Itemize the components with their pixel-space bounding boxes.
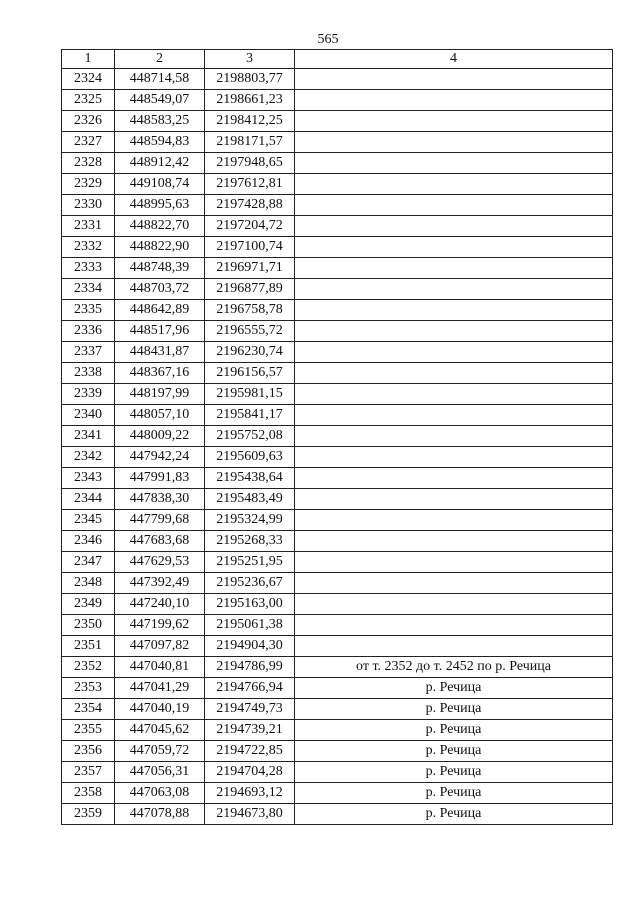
y-coordinate-cell: 2197428,88 bbox=[205, 195, 295, 216]
x-coordinate-cell: 448431,87 bbox=[115, 342, 205, 363]
y-coordinate-cell: 2194786,99 bbox=[205, 657, 295, 678]
x-coordinate-cell: 448517,96 bbox=[115, 321, 205, 342]
x-coordinate-cell: 447097,82 bbox=[115, 636, 205, 657]
description-cell bbox=[295, 342, 613, 363]
point-number-cell: 2324 bbox=[62, 69, 115, 90]
point-number-cell: 2331 bbox=[62, 216, 115, 237]
point-number-cell: 2325 bbox=[62, 90, 115, 111]
description-cell: р. Речица bbox=[295, 678, 613, 699]
point-number-cell: 2334 bbox=[62, 279, 115, 300]
description-cell bbox=[295, 132, 613, 153]
y-coordinate-cell: 2195061,38 bbox=[205, 615, 295, 636]
y-coordinate-cell: 2195251,95 bbox=[205, 552, 295, 573]
description-cell: р. Речица bbox=[295, 741, 613, 762]
table-row bbox=[62, 762, 613, 783]
point-number-cell: 2329 bbox=[62, 174, 115, 195]
x-coordinate-cell: 447991,83 bbox=[115, 468, 205, 489]
x-coordinate-cell: 448197,99 bbox=[115, 384, 205, 405]
point-number-cell: 2339 bbox=[62, 384, 115, 405]
table-row bbox=[62, 153, 613, 174]
header-col-1: 1 bbox=[62, 50, 115, 69]
y-coordinate-cell: 2198412,25 bbox=[205, 111, 295, 132]
point-number-cell: 2348 bbox=[62, 573, 115, 594]
description-cell bbox=[295, 573, 613, 594]
point-number-cell: 2347 bbox=[62, 552, 115, 573]
y-coordinate-cell: 2196230,74 bbox=[205, 342, 295, 363]
point-number-cell: 2342 bbox=[62, 447, 115, 468]
y-coordinate-cell: 2195268,33 bbox=[205, 531, 295, 552]
x-coordinate-cell: 448009,22 bbox=[115, 426, 205, 447]
point-number-cell: 2352 bbox=[62, 657, 115, 678]
y-coordinate-cell: 2197204,72 bbox=[205, 216, 295, 237]
point-number-cell: 2349 bbox=[62, 594, 115, 615]
table-row bbox=[62, 510, 613, 531]
table-row bbox=[62, 531, 613, 552]
table-row bbox=[62, 405, 613, 426]
y-coordinate-cell: 2198803,77 bbox=[205, 69, 295, 90]
y-coordinate-cell: 2194739,21 bbox=[205, 720, 295, 741]
point-number-cell: 2343 bbox=[62, 468, 115, 489]
y-coordinate-cell: 2195324,99 bbox=[205, 510, 295, 531]
description-cell: р. Речица bbox=[295, 762, 613, 783]
table-row bbox=[62, 636, 613, 657]
y-coordinate-cell: 2195236,67 bbox=[205, 573, 295, 594]
description-cell bbox=[295, 237, 613, 258]
x-coordinate-cell: 447629,53 bbox=[115, 552, 205, 573]
description-cell bbox=[295, 279, 613, 300]
table-row bbox=[62, 237, 613, 258]
x-coordinate-cell: 448642,89 bbox=[115, 300, 205, 321]
header-col-2: 2 bbox=[115, 50, 205, 69]
description-cell bbox=[295, 174, 613, 195]
table-row bbox=[62, 279, 613, 300]
table-row bbox=[62, 363, 613, 384]
coordinates-table bbox=[61, 49, 613, 825]
description-cell bbox=[295, 69, 613, 90]
x-coordinate-cell: 447799,68 bbox=[115, 510, 205, 531]
x-coordinate-cell: 448549,07 bbox=[115, 90, 205, 111]
description-cell bbox=[295, 363, 613, 384]
point-number-cell: 2328 bbox=[62, 153, 115, 174]
table-row bbox=[62, 489, 613, 510]
x-coordinate-cell: 447199,62 bbox=[115, 615, 205, 636]
y-coordinate-cell: 2195438,64 bbox=[205, 468, 295, 489]
description-cell bbox=[295, 153, 613, 174]
x-coordinate-cell: 447838,30 bbox=[115, 489, 205, 510]
table-row bbox=[62, 300, 613, 321]
description-cell bbox=[295, 321, 613, 342]
x-coordinate-cell: 448594,83 bbox=[115, 132, 205, 153]
description-cell: р. Речица bbox=[295, 720, 613, 741]
point-number-cell: 2330 bbox=[62, 195, 115, 216]
page-number: 565 bbox=[317, 32, 339, 47]
x-coordinate-cell: 448703,72 bbox=[115, 279, 205, 300]
x-coordinate-cell: 449108,74 bbox=[115, 174, 205, 195]
table-row bbox=[62, 447, 613, 468]
table-body bbox=[62, 69, 613, 825]
point-number-cell: 2337 bbox=[62, 342, 115, 363]
y-coordinate-cell: 2196156,57 bbox=[205, 363, 295, 384]
description-cell bbox=[295, 111, 613, 132]
table-row bbox=[62, 69, 613, 90]
y-coordinate-cell: 2197100,74 bbox=[205, 237, 295, 258]
x-coordinate-cell: 448367,16 bbox=[115, 363, 205, 384]
x-coordinate-cell: 448057,10 bbox=[115, 405, 205, 426]
table-row bbox=[62, 741, 613, 762]
description-cell: р. Речица bbox=[295, 804, 613, 825]
description-cell bbox=[295, 552, 613, 573]
header-col-3: 3 bbox=[205, 50, 295, 69]
x-coordinate-cell: 447041,29 bbox=[115, 678, 205, 699]
table-row bbox=[62, 720, 613, 741]
header-row bbox=[62, 50, 613, 69]
description-cell bbox=[295, 510, 613, 531]
table-row bbox=[62, 699, 613, 720]
point-number-cell: 2335 bbox=[62, 300, 115, 321]
x-coordinate-cell: 448748,39 bbox=[115, 258, 205, 279]
table-row bbox=[62, 342, 613, 363]
y-coordinate-cell: 2194749,73 bbox=[205, 699, 295, 720]
description-cell: от т. 2352 до т. 2452 по р. Речица bbox=[295, 657, 613, 678]
table-row bbox=[62, 174, 613, 195]
point-number-cell: 2359 bbox=[62, 804, 115, 825]
y-coordinate-cell: 2194693,12 bbox=[205, 783, 295, 804]
x-coordinate-cell: 448822,90 bbox=[115, 237, 205, 258]
y-coordinate-cell: 2196971,71 bbox=[205, 258, 295, 279]
description-cell bbox=[295, 426, 613, 447]
table-row bbox=[62, 657, 613, 678]
x-coordinate-cell: 447040,19 bbox=[115, 699, 205, 720]
x-coordinate-cell: 448714,58 bbox=[115, 69, 205, 90]
x-coordinate-cell: 447059,72 bbox=[115, 741, 205, 762]
x-coordinate-cell: 447063,08 bbox=[115, 783, 205, 804]
point-number-cell: 2338 bbox=[62, 363, 115, 384]
point-number-cell: 2354 bbox=[62, 699, 115, 720]
x-coordinate-cell: 448583,25 bbox=[115, 111, 205, 132]
description-cell bbox=[295, 90, 613, 111]
x-coordinate-cell: 447078,88 bbox=[115, 804, 205, 825]
table-row bbox=[62, 804, 613, 825]
description-cell: р. Речица bbox=[295, 783, 613, 804]
table-row bbox=[62, 783, 613, 804]
description-cell bbox=[295, 489, 613, 510]
description-cell bbox=[295, 636, 613, 657]
y-coordinate-cell: 2196555,72 bbox=[205, 321, 295, 342]
table-row bbox=[62, 468, 613, 489]
y-coordinate-cell: 2194904,30 bbox=[205, 636, 295, 657]
point-number-cell: 2351 bbox=[62, 636, 115, 657]
table-row bbox=[62, 216, 613, 237]
y-coordinate-cell: 2198661,23 bbox=[205, 90, 295, 111]
description-cell bbox=[295, 405, 613, 426]
table-row bbox=[62, 195, 613, 216]
table-row bbox=[62, 594, 613, 615]
x-coordinate-cell: 447045,62 bbox=[115, 720, 205, 741]
y-coordinate-cell: 2197948,65 bbox=[205, 153, 295, 174]
header-col-4: 4 bbox=[295, 50, 613, 69]
description-cell bbox=[295, 468, 613, 489]
table-row bbox=[62, 384, 613, 405]
point-number-cell: 2358 bbox=[62, 783, 115, 804]
table-row bbox=[62, 573, 613, 594]
x-coordinate-cell: 448822,70 bbox=[115, 216, 205, 237]
description-cell bbox=[295, 447, 613, 468]
point-number-cell: 2340 bbox=[62, 405, 115, 426]
table-row bbox=[62, 132, 613, 153]
table-row bbox=[62, 426, 613, 447]
y-coordinate-cell: 2194766,94 bbox=[205, 678, 295, 699]
point-number-cell: 2346 bbox=[62, 531, 115, 552]
x-coordinate-cell: 447240,10 bbox=[115, 594, 205, 615]
x-coordinate-cell: 448912,42 bbox=[115, 153, 205, 174]
table-row bbox=[62, 678, 613, 699]
table-row bbox=[62, 111, 613, 132]
y-coordinate-cell: 2195981,15 bbox=[205, 384, 295, 405]
x-coordinate-cell: 447056,31 bbox=[115, 762, 205, 783]
x-coordinate-cell: 447942,24 bbox=[115, 447, 205, 468]
description-cell bbox=[295, 384, 613, 405]
point-number-cell: 2355 bbox=[62, 720, 115, 741]
table-row bbox=[62, 552, 613, 573]
point-number-cell: 2336 bbox=[62, 321, 115, 342]
point-number-cell: 2344 bbox=[62, 489, 115, 510]
point-number-cell: 2353 bbox=[62, 678, 115, 699]
point-number-cell: 2357 bbox=[62, 762, 115, 783]
y-coordinate-cell: 2194704,28 bbox=[205, 762, 295, 783]
point-number-cell: 2350 bbox=[62, 615, 115, 636]
x-coordinate-cell: 447392,49 bbox=[115, 573, 205, 594]
x-coordinate-cell: 447683,68 bbox=[115, 531, 205, 552]
y-coordinate-cell: 2196877,89 bbox=[205, 279, 295, 300]
y-coordinate-cell: 2195609,63 bbox=[205, 447, 295, 468]
y-coordinate-cell: 2195163,00 bbox=[205, 594, 295, 615]
description-cell bbox=[295, 195, 613, 216]
table-row bbox=[62, 321, 613, 342]
point-number-cell: 2341 bbox=[62, 426, 115, 447]
description-cell bbox=[295, 258, 613, 279]
point-number-cell: 2345 bbox=[62, 510, 115, 531]
point-number-cell: 2332 bbox=[62, 237, 115, 258]
description-cell bbox=[295, 300, 613, 321]
description-cell bbox=[295, 531, 613, 552]
table-row bbox=[62, 90, 613, 111]
x-coordinate-cell: 447040,81 bbox=[115, 657, 205, 678]
description-cell bbox=[295, 594, 613, 615]
table-row bbox=[62, 258, 613, 279]
y-coordinate-cell: 2195841,17 bbox=[205, 405, 295, 426]
y-coordinate-cell: 2194673,80 bbox=[205, 804, 295, 825]
description-cell: р. Речица bbox=[295, 699, 613, 720]
description-cell bbox=[295, 615, 613, 636]
y-coordinate-cell: 2194722,85 bbox=[205, 741, 295, 762]
point-number-cell: 2327 bbox=[62, 132, 115, 153]
table-header bbox=[62, 50, 613, 69]
y-coordinate-cell: 2197612,81 bbox=[205, 174, 295, 195]
table-row bbox=[62, 615, 613, 636]
x-coordinate-cell: 448995,63 bbox=[115, 195, 205, 216]
point-number-cell: 2356 bbox=[62, 741, 115, 762]
point-number-cell: 2333 bbox=[62, 258, 115, 279]
y-coordinate-cell: 2196758,78 bbox=[205, 300, 295, 321]
point-number-cell: 2326 bbox=[62, 111, 115, 132]
y-coordinate-cell: 2195483,49 bbox=[205, 489, 295, 510]
description-cell bbox=[295, 216, 613, 237]
y-coordinate-cell: 2195752,08 bbox=[205, 426, 295, 447]
y-coordinate-cell: 2198171,57 bbox=[205, 132, 295, 153]
